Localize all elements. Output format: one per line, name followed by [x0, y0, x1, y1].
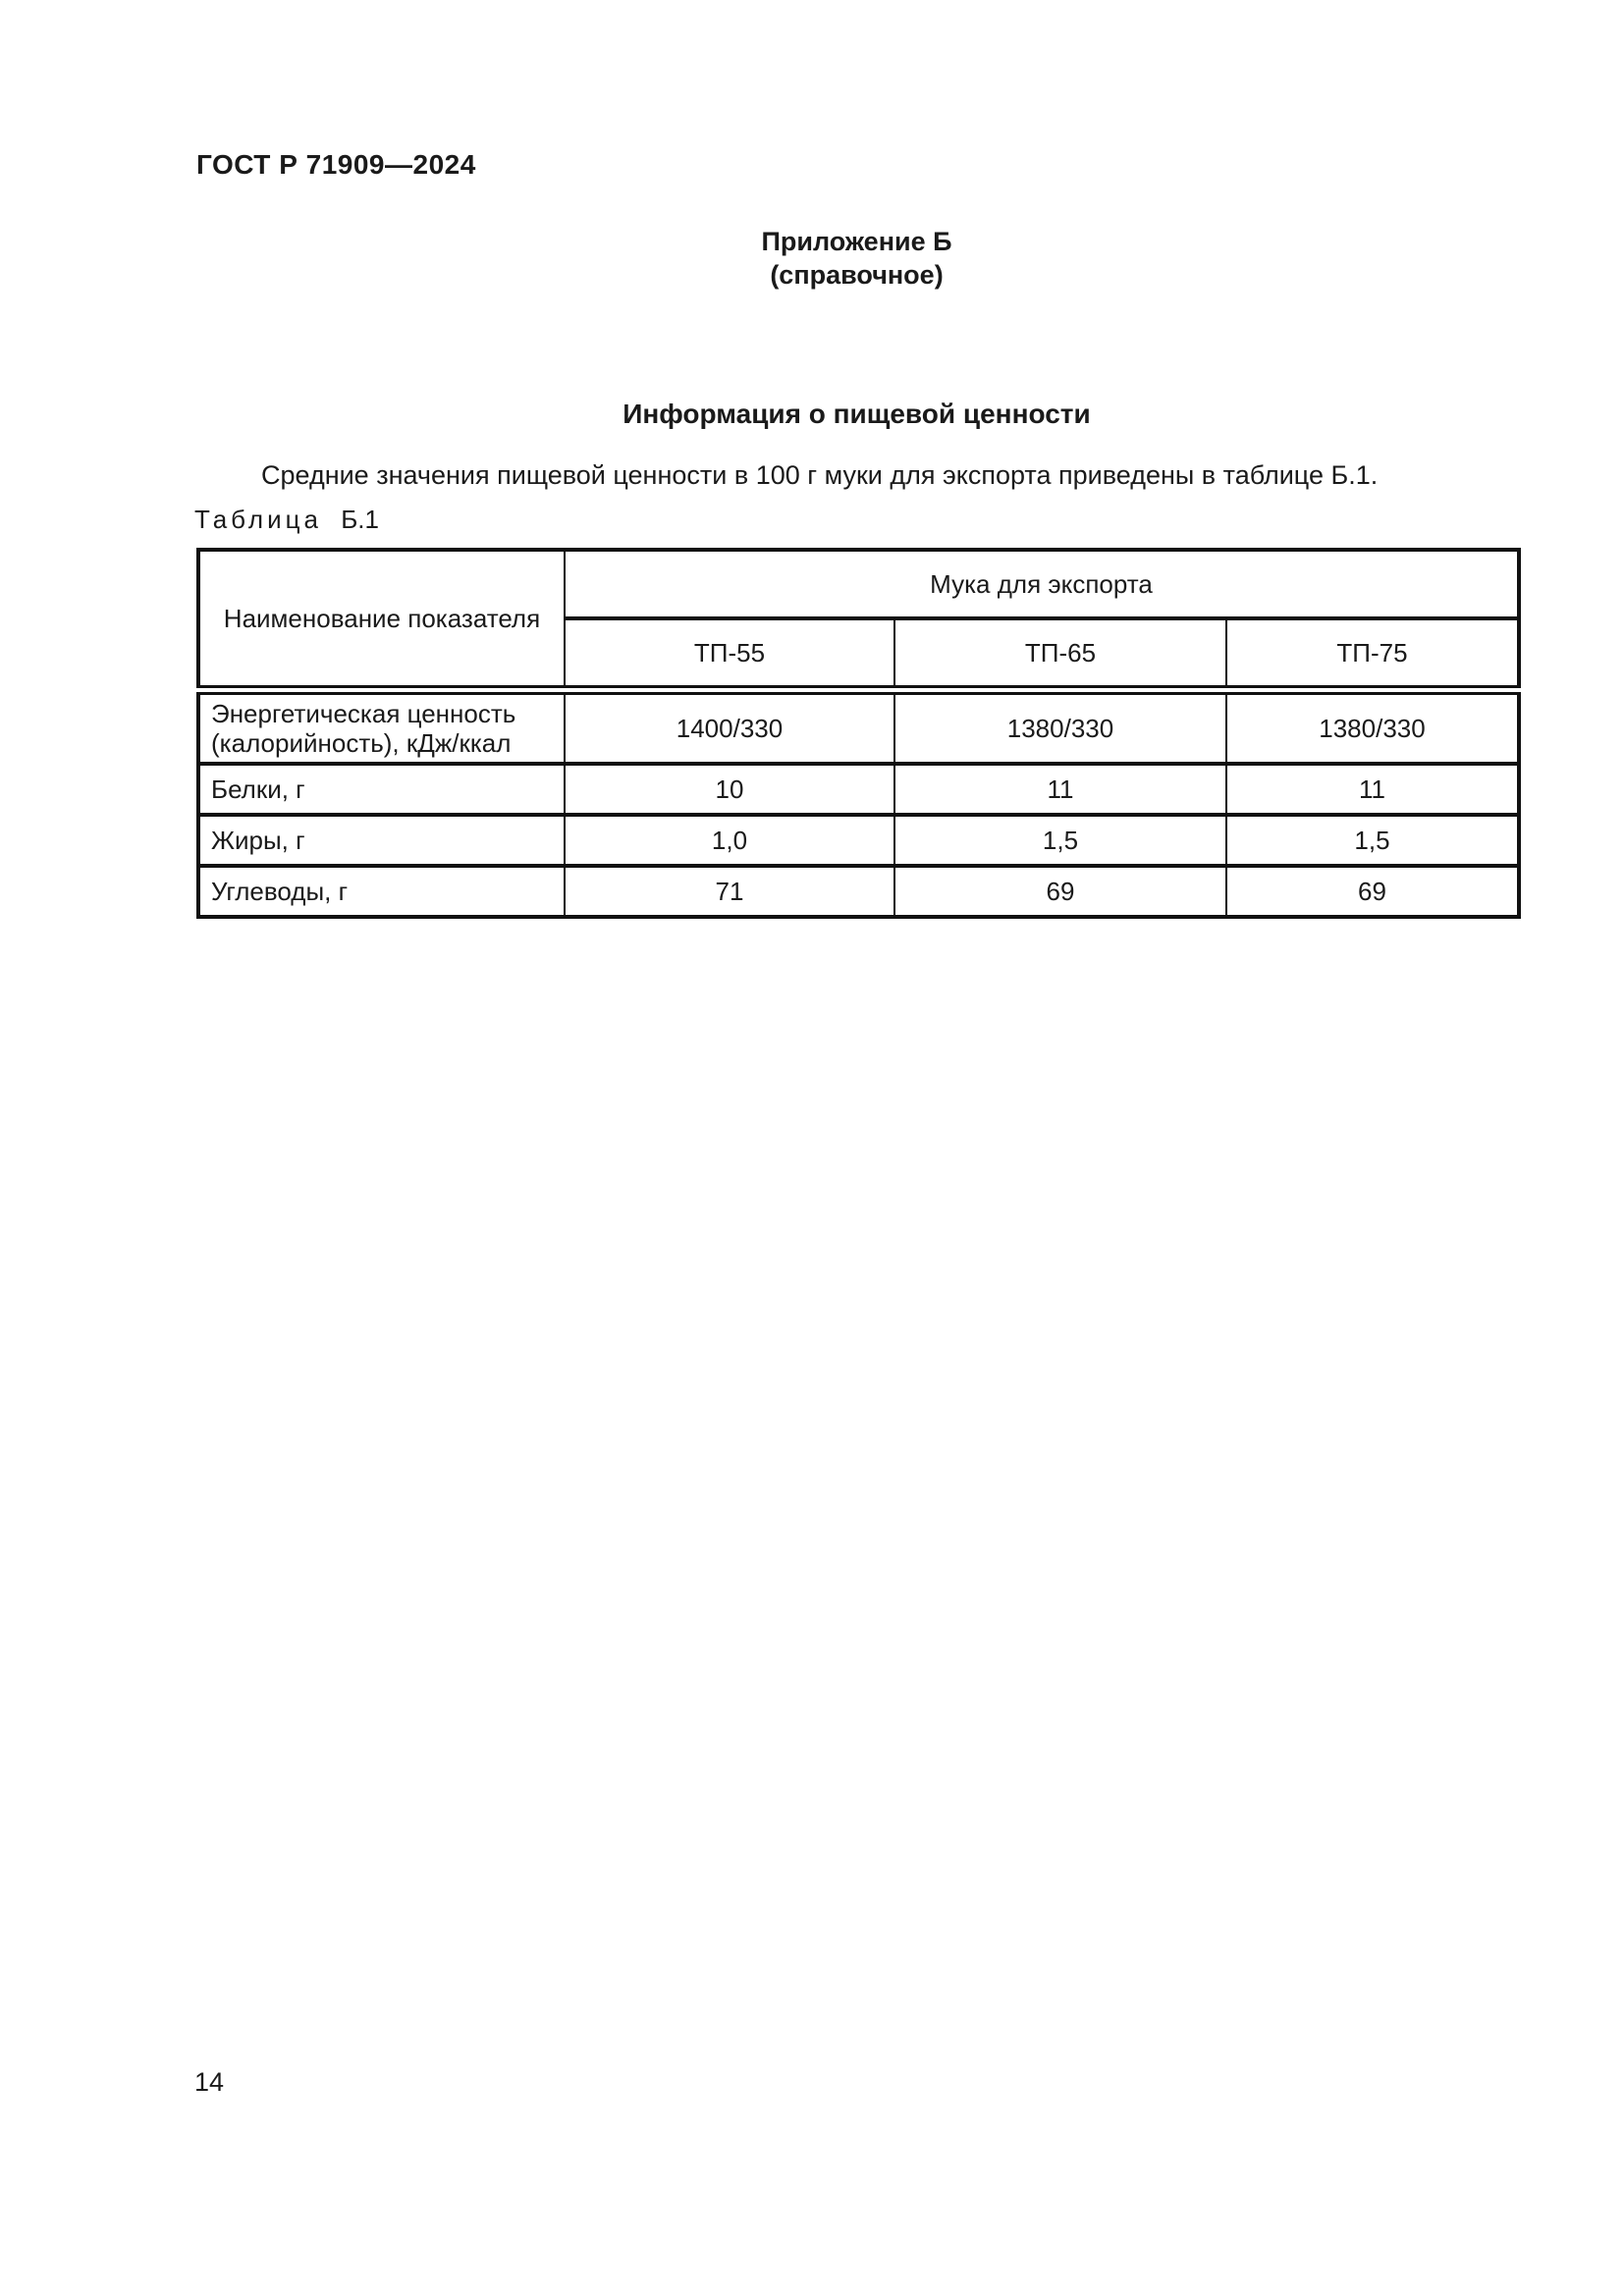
fats-tp-65: 1,5 [894, 815, 1226, 866]
row-label-energy: Энергетическая ценность (калорийность), кДж/ккал [198, 690, 565, 764]
energy-tp-75: 1380/330 [1226, 690, 1519, 764]
proteins-tp-65: 11 [894, 764, 1226, 815]
col-header-tp-55: ТП-55 [565, 618, 894, 690]
energy-tp-65: 1380/330 [894, 690, 1226, 764]
table-row-fats [198, 815, 1519, 866]
intro-paragraph: Средние значения пищевой ценности в 100 г муки для экспорта приведены в таблице Б.1. [261, 460, 1379, 490]
fats-tp-55: 1,0 [565, 815, 894, 866]
proteins-tp-75: 11 [1226, 764, 1519, 815]
fats-tp-75: 1,5 [1226, 815, 1519, 866]
row-label-carbohydrates: Углеводы, г [198, 866, 565, 917]
table-row-energy [198, 690, 1519, 764]
table-label-number: Б.1 [341, 505, 379, 534]
table-row-proteins [198, 764, 1519, 815]
nutrition-table-header [198, 550, 1519, 690]
appendix-title: Приложение Б [761, 227, 952, 256]
nutrition-table [196, 548, 1521, 919]
table-row-carbohydrates [198, 866, 1519, 917]
section-heading: Информация о пищевой ценности [623, 399, 1091, 429]
proteins-tp-55: 10 [565, 764, 894, 815]
energy-tp-55: 1400/330 [565, 690, 894, 764]
table-header-row-group [198, 550, 1519, 618]
carbohydrates-tp-75: 69 [1226, 866, 1519, 917]
page-number: 14 [194, 2067, 225, 2097]
nutrition-table-body [198, 690, 1519, 917]
row-label-fats: Жиры, г [198, 815, 565, 866]
carbohydrates-tp-65: 69 [894, 866, 1226, 917]
doc-code: ГОСТ Р 71909—2024 [196, 149, 476, 180]
table-label-word: Таблица [194, 505, 322, 534]
appendix-type: (справочное) [770, 260, 944, 290]
col-header-indicator-name: Наименование показателя [198, 550, 565, 690]
col-header-tp-65: ТП-65 [894, 618, 1226, 690]
row-label-proteins: Белки, г [198, 764, 565, 815]
table-label [194, 505, 379, 535]
col-header-tp-75: ТП-75 [1226, 618, 1519, 690]
appendix-block [196, 225, 1517, 292]
col-group-header-export-flour: Мука для экспорта [565, 550, 1519, 618]
carbohydrates-tp-55: 71 [565, 866, 894, 917]
